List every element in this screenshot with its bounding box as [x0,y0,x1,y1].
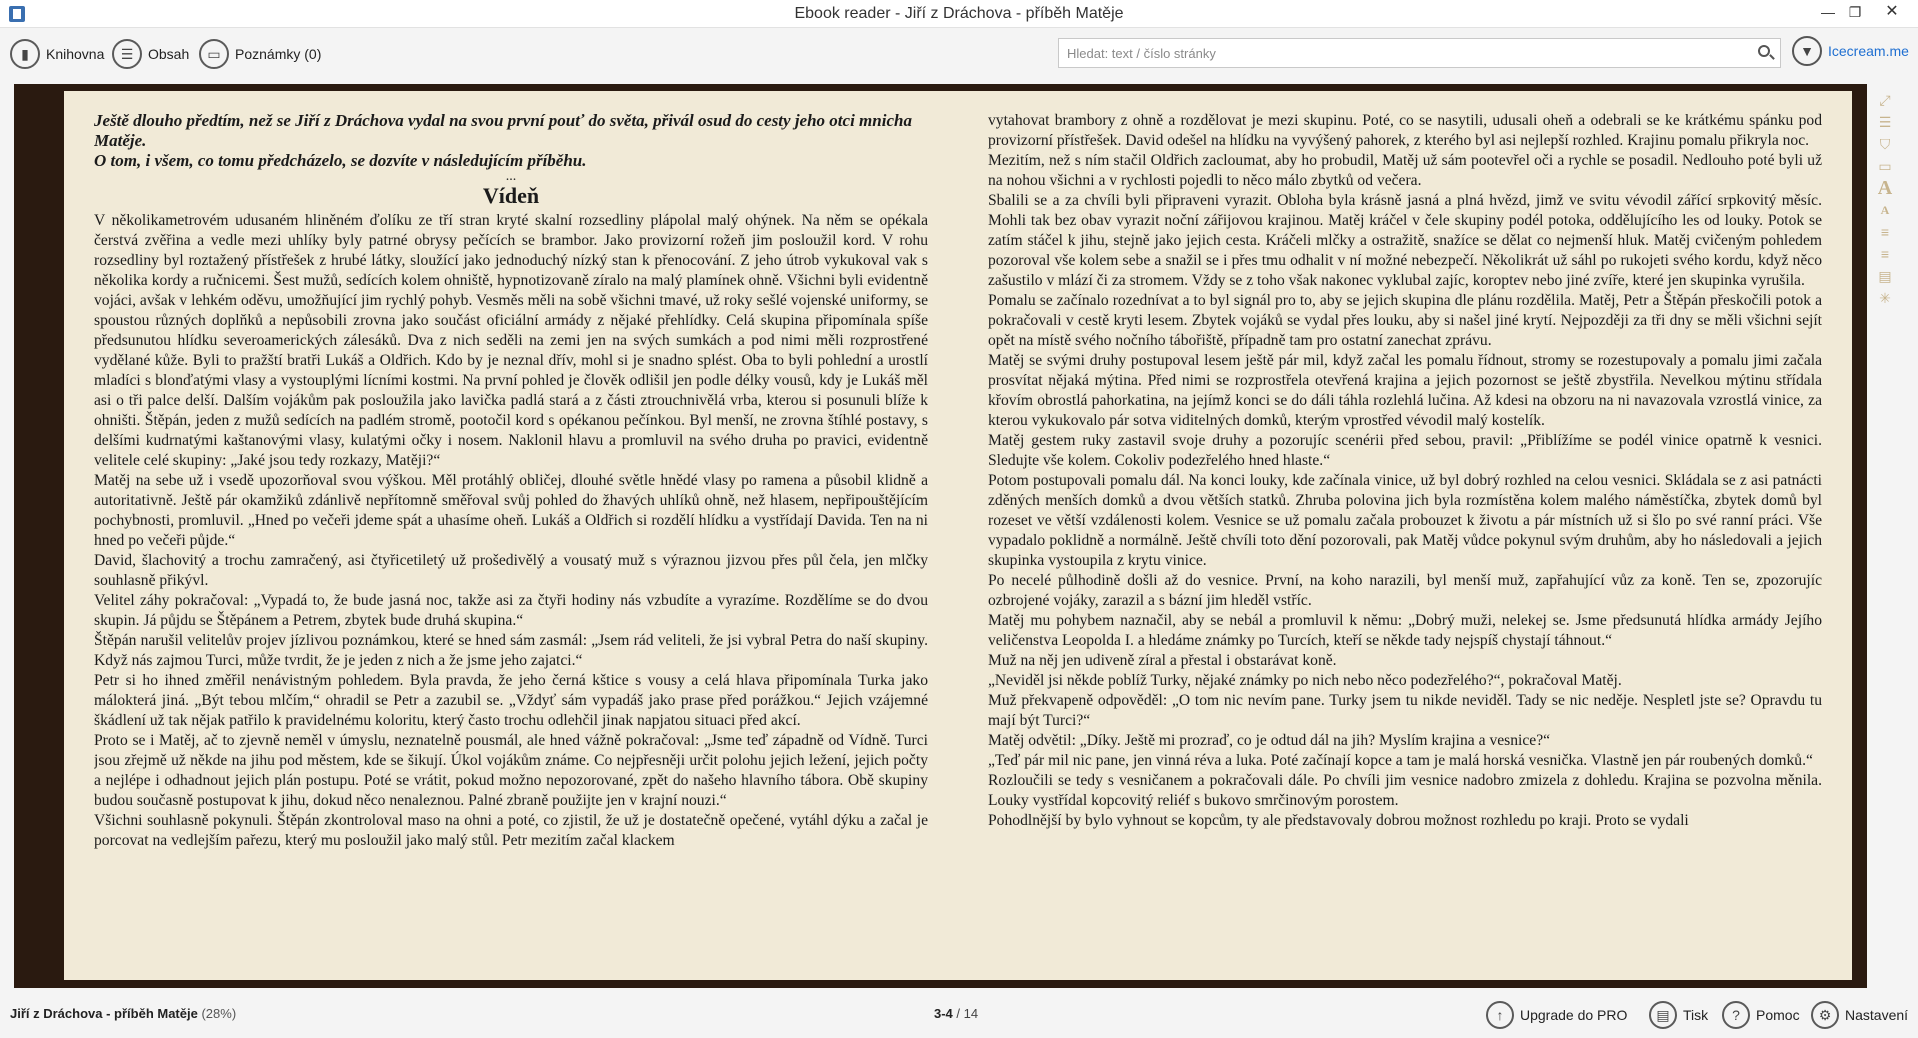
print-button[interactable] [1649,999,1708,1031]
window-titlebar [0,0,1918,28]
right-page [988,111,1822,971]
brightness-icon[interactable]: ✳ [1879,290,1891,306]
status-bar [0,992,1918,1038]
page-spread [64,91,1852,980]
paragraph: Proto se i Matěj, ač to zjevně neměl v úmyslu, neznatelně pousmál, ale hned vážně pokračoval: „Jsme teď západně od Vídně. Turci jsou zřejmě už někde na jihu pod městem, kde se šikují. Úkol vojákům známe. Co nejpřesněji určit polohu jejich ležení, jejich počty a nejlépe i odhadnout jejich plán postupu. Poté se vrátit, pokud možno nepozorované, zpět do našeho hlavního tábora. Obě skupiny budou současně postupovat k jihu, dokud něco nenaleznou. Palné zbraně použijte jen v krajní nouzi.“ [94,732,928,809]
paragraph: Matěj na sebe už i vsedě upozorňoval svou výškou. Měl protáhlý obličej, dlouhé světle hnědé vlasy po ramena a působil klidně a autoritativně. Ještě pár okamžiků zdánlivě nepřítomně směřoval svůj pohled do žhavých uhlíků ohně, než hlasem, nepřipouštějícím pochybnosti, promluvil. „Hned po večeři jdeme spát a uhasíme oheň. Lukáš a Oldřich si rozdělí hlídku a vystřídají Davida. Ten na ni hned po večeři půjde.“ [94,472,928,549]
font-increase-icon[interactable]: A [1877,177,1893,199]
help-button[interactable] [1722,999,1800,1031]
library-label: Knihovna [46,46,105,62]
margin-icon[interactable]: ≡ [1880,246,1890,262]
print-label: Tisk [1683,1007,1709,1023]
search-input[interactable] [1067,43,1747,63]
current-pages: 3-4 [934,1006,953,1021]
bookmark-icon[interactable]: ⛉ [1879,136,1891,152]
total-pages: 14 [963,1006,979,1021]
close-button[interactable]: ✕ [1885,3,1899,20]
list-icon: ☰ [112,39,142,69]
maximize-button[interactable]: ❐ [1848,4,1862,20]
search-box [1058,38,1781,68]
paragraph: Matěj gestem ruky zastavil svoje druhy a pozorujíc scenérii před sebou, pravil: „Přiblížíme se podél vinice opatrně k vesnici. Sledujte vše kolem. Cokoliv podezřelého hned hlaste.“ [988,432,1822,469]
icecream-icon: ▼ [1792,36,1822,66]
paragraph: Pohodlnější by bylo vyhnout se kopcům, ty ale představovaly dobrou možnost rozhledu po kraji. Proto se vydali [988,812,1689,829]
toc-button[interactable] [112,38,189,70]
paragraph: „Neviděl jsi někde poblíž Turky, nějaké známky po nich nebo něco podezřelého?“, pokračoval Matěj. [988,672,1622,689]
paragraph: V několikametrovém udusaném hliněném ďolíku ze tří stran kryté skalní rozsedliny plápolal malý ohýnek. Na něm se opékala čerstvá zvěřina a vedle mezi uhlíky byly patrné obrysy pečících se brambor. Jako provizorní rožeň jim posloužil kord. V rohu rozsedliny byl roztažený přístřešek z hrubé látky, sloužící jako jednoduchý nízký stan k přenocování. Z jeho útrob vykukoval vak s několika kordy a ručnicemi. Šest mužů, sedících kolem ohniště, hypnotizovaně zíralo na malý plamínek ohně. Všichni byli evidentně vojáci, avšak v lehkém oděvu, umožňující jim rychlý pohyb. Vesměs měli na sobě všichni tmavé, už roky sešlé vojenské uniformy, se spoustou různých doplňků a nepůsobili zrovna jako součást oficiální armády z nějaké přehlídky. Celá skupina připomínala spíše předsunutou hlídku severoamerických zálesáků. Dva z nich seděli na zemi jen na svých sumkách a pod nimi měli rozprostřené vydělané kůže. Byli to pražští bratři Lukáš a Oldřich. Kdo by je neznal dřív, mohl si je snadno splést. Oba to byli pohlední a urostlí mladíci s blonďatými vlasy a vystouplými lícními kostmi. Na první pohled je člověk odlišil jen podle délky vousů, kdy je Lukáš měl asi o tři palce delší. Dalším vojákům pak posloužila jako lavička padlá stará a z části ztrouchnivělá vrba, kterou si posunuli blíže k ohništi. Štěpán, jeden z mužů sedících na padlém stromě, pootočil kord s opékanou pečínkou. Byl menší, ne zrovna štíhlé postavy, s delšími kudrnatými kaštanovými vlasy, kulatými očky i nosem. Naklonil hlavu a promluvil na svého druha po pravici, evidentně velitele celé skupiny: „Jaké jsou tedy rozkazy, Matěji?“ [94,212,928,469]
paragraph: Velitel záhy pokračoval: „Vypadá to, že bude jasná noc, takže asi za čtyři hodiny nás vzbudíte a vyrazíme. Rozdělíme se do dvou skupin. Já půjdu se Štěpánem a Petrem, zbytek bude druhá skupina.“ [94,592,928,629]
print-icon: ▤ [1649,1001,1677,1029]
reading-progress: (28%) [201,1006,237,1021]
reader-side-tools [1867,88,1903,318]
help-label: Pomoc [1756,1007,1800,1023]
comment-icon: ▭ [199,39,229,69]
search-icon[interactable] [1758,45,1770,57]
left-page [94,111,928,971]
section-separator: ... [505,169,517,184]
paragraph: „Teď pár mil nic pane, jen vinná réva a luka. Poté začínají kopce a tam je malá horská vesnička. Vlastně jen pár roubených domků.“ [988,752,1813,769]
line-spacing-icon[interactable]: ≡ [1880,224,1890,240]
justify-icon[interactable]: ▤ [1878,268,1892,284]
notes-button[interactable] [199,38,321,70]
paragraph: Matěj se svými druhy postupoval lesem ještě pár mil, když začal les pomalu řídnout, stromy se rozestupovaly a pomalu jimi začala prosvítat nějaká mýtina. Před nimi se rozprostřela otevřená krajina a jejich pozornost se ještě zbystřila. Nevelkou mýtinu střídala křovím obrostlá pahorkatina, na jejímž konci se do dáli táhla rozlehlá lučina. Až kdesi na obzoru na ni navazovala vzrostlá vinice, za kterou vykukovalo pár sotva viditelných domků, kterým vprostřed vévodil malý kostelík. [988,352,1822,429]
paragraph: Muž překvapeně odpověděl: „O tom nic nevím pane. Turky jsem tu nikde neviděl. Tady se nic neděje. Nespletl jste se? Opravdu tu mají být Turci?“ [988,692,1822,729]
page-separator: / [952,1006,964,1021]
intro-text [94,111,928,171]
paragraph: Všichni souhlasně pokynuli. Štěpán zkontroloval maso na ohni a poté, co zjistil, že už je dostatečně opečené, vytáhl dýku a začal je porcovat na vedlejším pařezu, který mu posloužil jako malý stůl. Petr mezitím začal klackem [94,812,928,849]
upgrade-label: Upgrade do PRO [1520,1007,1628,1023]
fullscreen-icon[interactable]: ⤢ [1879,92,1891,108]
paragraph: Štěpán narušil velitelův projev jízlivou poznámkou, které se hned sám zasmál: „Jsem rád veliteli, že jsi vybral Petra do naší skupiny. Když nás zajmou Turci, může tvrdit, že je jeden z nich a že jsme jeho zajatci.“ [94,632,928,669]
settings-label: Nastavení [1845,1007,1909,1023]
brand-label: Icecream.me [1828,43,1909,59]
help-icon: ? [1722,1001,1750,1029]
chapter-title: Vídeň [482,183,540,208]
library-button[interactable] [10,38,104,70]
book-icon: ▮ [10,39,40,69]
font-decrease-icon[interactable]: A [1880,203,1890,217]
paragraph: vytahovat brambory z ohně a rozdělovat je mezi skupinu. Poté, co se nasytili, udusali oheň a odebrali se ke krátkému spánku pod provizorní přístřešek. David odešel na hlídku na vyvýšený pahorek, z kterého byl asi nejlepší rozhled. Krajinu pomalu přikryla noc. [988,112,1822,149]
upgrade-icon: ↑ [1486,1001,1514,1029]
contents-icon[interactable]: ☰ [1878,114,1892,130]
minimize-button[interactable]: — [1821,4,1835,20]
paragraph: Petr si ho ihned změřil nenávistným pohledem. Byla pravda, že jeho černá kštice s vousy a celá hlava připomínala Turka jako málokterá jiná. „Být tebou mlčím,“ ohradil se Petr a zazubil se. „Vždyť sám vypadáš jako prase před porážkou.“ Jejich vzájemné škádlení už tak nějak patřilo k pravidelnému koloritu, který často trochu odlehčil jinak napjatou situaci před akcí. [94,672,928,729]
paragraph: Sbalili se a za chvíli byli připraveni vyrazit. Obloha byla krásně jasná a plná hvězd, jimž ve svitu vévodil zářící srpkovitý měsíc. Mohli tak bez obav vyrazit noční zářijovou krajinou. Matěj kráčel v čele skupiny podél potoka, oddělujícího les od louky. Potok se zatím stáčel k jihu, stejně jako jejich cesta. Kráčeli mlčky a ostražitě, snažíce se dělat co nejmenší hluk. Matěj cvičeným pohledem pozoroval vše kolem sebe a snažil se i přes tmu odhalit v ní možné nebezpečí. Několikrát už sáhl po rukojeti svého kordu, když něco zašustilo v mlází či za stromem. Vždy se z toho však nakonec vyklubal zajíc, koroptev nebo jiné zvíře, které jen skupinka vyrušila. [988,192,1822,289]
paragraph: David, šlachovitý a trochu zamračený, asi čtyřicetiletý už prošedivělý a vousatý muž s výraznou jizvou přes půl čela, jen mlčky souhlasně přikývl. [94,552,928,589]
book-status [10,1006,236,1021]
note-icon[interactable]: ▭ [1878,158,1892,174]
toc-label: Obsah [148,46,190,62]
gear-icon: ⚙ [1811,1001,1839,1029]
paragraph: Mezitím, než s ním stačil Oldřich zacloumat, aby ho probudil, Matěj už sám pootevřel oči a rychle se posadil. Nedlouho poté byli už na nohou všichni a v rychlosti pojedli to něco málo zbytků od večera. [988,152,1822,189]
upgrade-button[interactable] [1486,999,1627,1031]
intro-line: Ještě dlouho předtím, než se Jiří z Dráchova vydal na svou první pouť do světa, přivál osud do cesty jeho otci mnicha Matěje. [94,111,912,150]
notes-label: Poznámky (0) [235,46,322,62]
intro-line: O tom, i všem, co tomu předcházelo, se dozvíte v následujícím příběhu. [94,151,587,170]
paragraph: Rozloučili se tedy s vesničanem a pokračovali dále. Po chvíli jim vesnice nadobro zmizela z dohledu. Krajina se pozvolna měnila. Louky vystřídal kopcovitý reliéf s bukovo smrčinovým porostem. [988,772,1822,809]
paragraph: Pomalu se začínalo rozednívat a to byl signál pro to, aby se jejich skupina dle plánu rozdělila. Matěj, Petr a Štěpán přeskočili potok a pokračovali v cestě kryti lesem. Zbytek vojáků se vydal přes louku, aby si našel jiné krytí. Nejpozději za tři dny se měli všichni sejít opět na místě svého nočního tábořiště, případně tam pro ostatní zanechat zprávu. [988,292,1822,349]
paragraph: Po necelé půlhodině došli až do vesnice. První, na koho narazili, byl menší muž, zapřahující vůz za koně. Ten se, zpozorujíc ozbrojené vojáky, zarazil a s bázní jim hleděl vstříc. [988,572,1822,609]
brand-link[interactable] [1792,36,1909,66]
paragraph: Muž na něj jen udiveně zíral a přestal i obstarávat koně. [988,652,1337,669]
book-title: Jiří z Dráchova - příběh Matěje [10,1006,198,1021]
paragraph: Matěj odvětil: „Díky. Ještě mi prozraď, co je odtud dál na jih? Myslím krajina a vesnice?“ [988,732,1551,749]
paragraph: Potom postupovali pomalu dál. Na konci louky, kde začínala vinice, už byl dobrý rozhled na celou vesnici. Skládala se z asi patnácti zděných menších domků a dvou větších statků. Zhruba polovina jich byla rozmístěna kolem malého náměstíčka, zbytek domů byl rozeset ve větší vzdálenosti kolem. Vesnice se už pomalu začala probouzet k životu a pár místních už si šlo po své ranní práci. Vše vypadalo poklidně a normálně. Ještě chvíli toto dění pozorovali, pak Matěj vůdce pokynul svým druhům, aby ho následovali a jejich skupinka vystoupila z krytu vinice. [988,472,1822,569]
page-indicator [934,1006,978,1021]
paragraph: Matěj mu pohybem naznačil, aby se nebál a promluvil k němu: „Dobrý muži, nelekej se. Jsme předsunutá hlídka armády Jejího veličenstva Leopolda I. a hledáme známky po Turcích, kteří se někde tady nejspíš chystají táhnout.“ [988,612,1822,649]
window-title: Ebook reader - Jiří z Dráchova - příběh Matěje [794,5,1124,22]
settings-button[interactable] [1811,999,1908,1031]
